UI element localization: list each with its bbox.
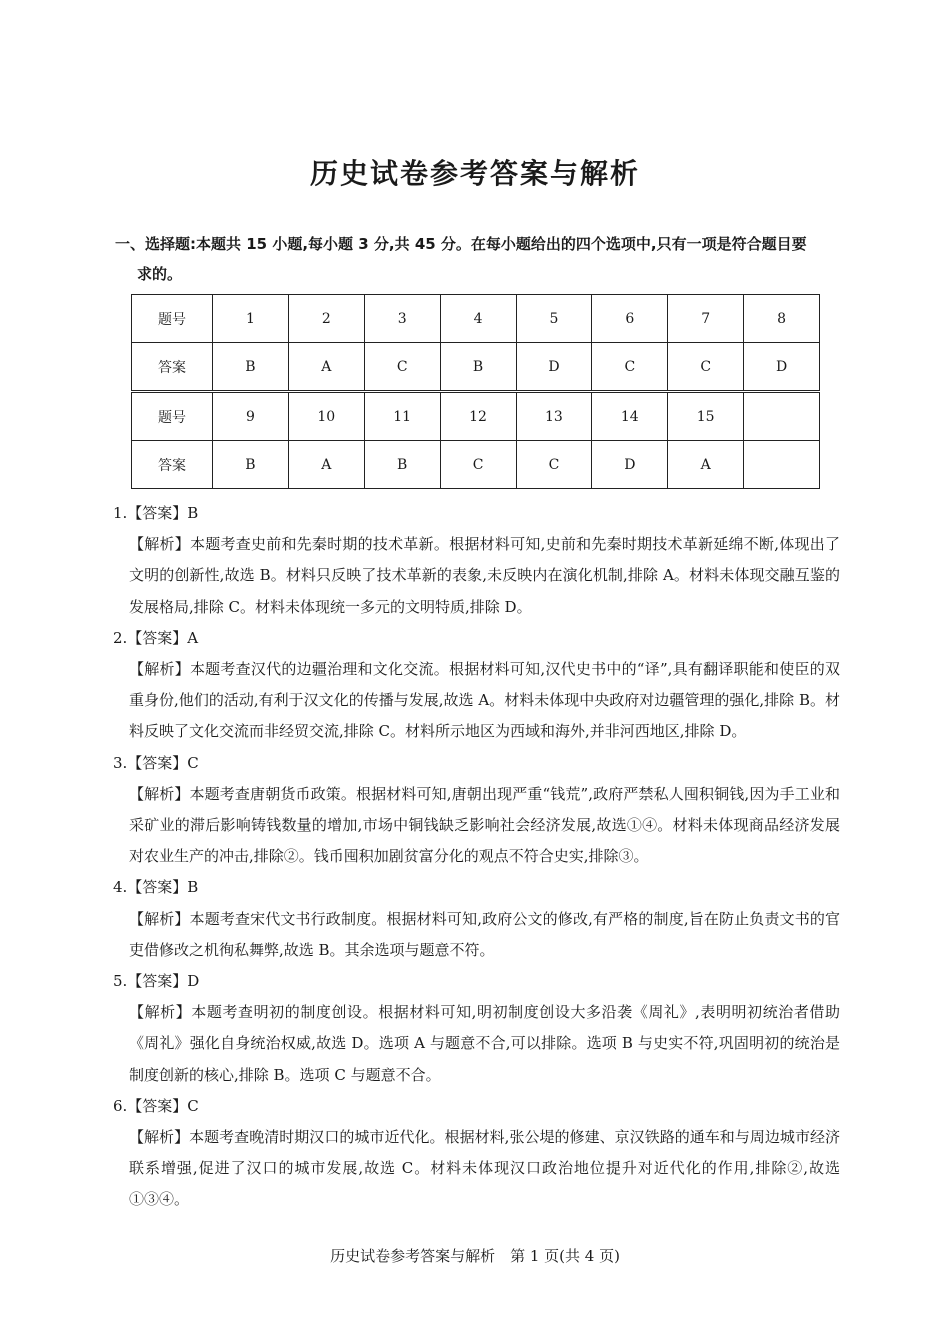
analysis-text: 【解析】本题考查汉代的边疆治理和文化交流。根据材料可知,汉代史书中的“译”,具有翻译职能和使臣的双重身份,他们的活动,有利于汉文化的传播与发展,故选 A。材料未体现中央政府对边疆管理的强化,排除 B。材料反映了文化交流而非经贸交流,排除 C。材料所示地区为西域和海外,并非河西地区,排除 D。 <box>129 660 840 741</box>
table-cell: 15 <box>668 392 744 441</box>
answer-line: 5.【答案】D <box>113 972 200 991</box>
explanation-item <box>113 872 840 966</box>
analysis-text: 【解析】本题考查唐朝货币政策。根据材料可知,唐朝出现严重“钱荒”,政府严禁私人囤积铜钱,因为手工业和采矿业的滞后影响铸钱数量的增加,市场中铜钱缺乏影响社会经济发展,故选①④。材料未体现商品经济发展对农业生产的冲击,排除②。钱币囤积加剧贫富分化的观点不符合史实,排除③。 <box>129 784 840 866</box>
answer-line: 2.【答案】A <box>113 628 199 647</box>
page-title: 历史试卷参考答案与解析 <box>309 157 640 190</box>
explanation-item <box>113 623 840 748</box>
table-cell: C <box>592 343 668 392</box>
table-cell: D <box>516 343 592 392</box>
answer-line: 4.【答案】B <box>113 878 199 897</box>
table-cell: 8 <box>744 295 820 343</box>
table-cell: 1 <box>213 295 289 343</box>
table-cell: 7 <box>668 295 744 343</box>
row-label-answer: 答案 <box>132 441 213 489</box>
table-cell: A <box>288 343 364 392</box>
table-cell: 9 <box>213 392 289 441</box>
table-cell: A <box>668 441 744 489</box>
answer-table <box>131 294 820 489</box>
row-label-question: 题号 <box>132 392 213 441</box>
explanation-item <box>113 966 840 1091</box>
table-cell: C <box>364 343 440 392</box>
section-heading <box>115 229 845 289</box>
row-label-question: 题号 <box>132 295 213 343</box>
explanation-item <box>113 498 840 623</box>
table-cell: 12 <box>440 392 516 441</box>
table-cell: B <box>440 343 516 392</box>
table-cell: C <box>516 441 592 489</box>
table-row-answers-2 <box>132 441 820 489</box>
table-cell: 11 <box>364 392 440 441</box>
table-row-numbers-2 <box>132 392 820 441</box>
table-cell: B <box>213 441 289 489</box>
table-row-numbers-1 <box>132 295 820 343</box>
analysis-text: 【解析】本题考查晚清时期汉口的城市近代化。根据材料,张公堤的修建、京汉铁路的通车和与周边城市经济联系增强,促进了汉口的城市发展,故选 C。材料未体现汉口政治地位提升对近代化的作用,排除②,故选①③④。 <box>129 1128 840 1209</box>
explanation-item <box>113 748 840 873</box>
analysis-text: 【解析】本题考查史前和先秦时期的技术革新。根据材料可知,史前和先秦时期技术革新延绵不断,体现出了文明的创新性,故选 B。材料只反映了技术革新的表象,未反映内在演化机制,排除 A。材料未体现交融互鉴的发展格局,排除 C。材料未体现统一多元的文明特质,排除 D。 <box>129 535 840 616</box>
table-row-answers-1 <box>132 343 820 392</box>
table-cell: A <box>288 441 364 489</box>
table-cell: 2 <box>288 295 364 343</box>
answer-line: 6.【答案】C <box>113 1096 199 1115</box>
section-heading-line2: 求的。 <box>137 265 183 283</box>
table-cell: D <box>744 343 820 392</box>
table-cell: 10 <box>288 392 364 441</box>
page-footer: 历史试卷参考答案与解析 第 1 页(共 4 页) <box>330 1247 620 1265</box>
table-cell <box>744 441 820 489</box>
table-cell: 14 <box>592 392 668 441</box>
table-cell: 6 <box>592 295 668 343</box>
table-cell: B <box>364 441 440 489</box>
analysis-text: 【解析】本题考查宋代文书行政制度。根据材料可知,政府公文的修改,有严格的制度,旨在防止负责文书的官吏借修改之机徇私舞弊,故选 B。其余选项与题意不符。 <box>129 909 840 959</box>
table-cell: 5 <box>516 295 592 343</box>
explanation-item <box>113 1091 840 1216</box>
section-heading-line1: 一、选择题:本题共 15 小题,每小题 3 分,共 45 分。在每小题给出的四个选项中,只有一项是符合题目要 <box>115 235 807 253</box>
table-cell: 13 <box>516 392 592 441</box>
table-cell: C <box>668 343 744 392</box>
table-cell: C <box>440 441 516 489</box>
answer-line: 1.【答案】B <box>113 504 199 522</box>
table-cell: B <box>213 343 289 392</box>
analysis-text: 【解析】本题考查明初的制度创设。根据材料可知,明初制度创设大多沿袭《周礼》,表明明初统治者借助《周礼》强化自身统治权威,故选 D。选项 A 与题意不合,可以排除。选项 B 与史实不符,巩固明初的统治是制度创新的核心,排除 B。选项 C 与题意不合。 <box>129 1003 840 1084</box>
row-label-answer: 答案 <box>132 343 213 392</box>
explanations <box>113 498 840 1216</box>
table-cell: 3 <box>364 295 440 343</box>
table-cell <box>744 392 820 441</box>
table-cell: 4 <box>440 295 516 343</box>
answer-line: 3.【答案】C <box>113 753 199 772</box>
table-cell: D <box>592 441 668 489</box>
